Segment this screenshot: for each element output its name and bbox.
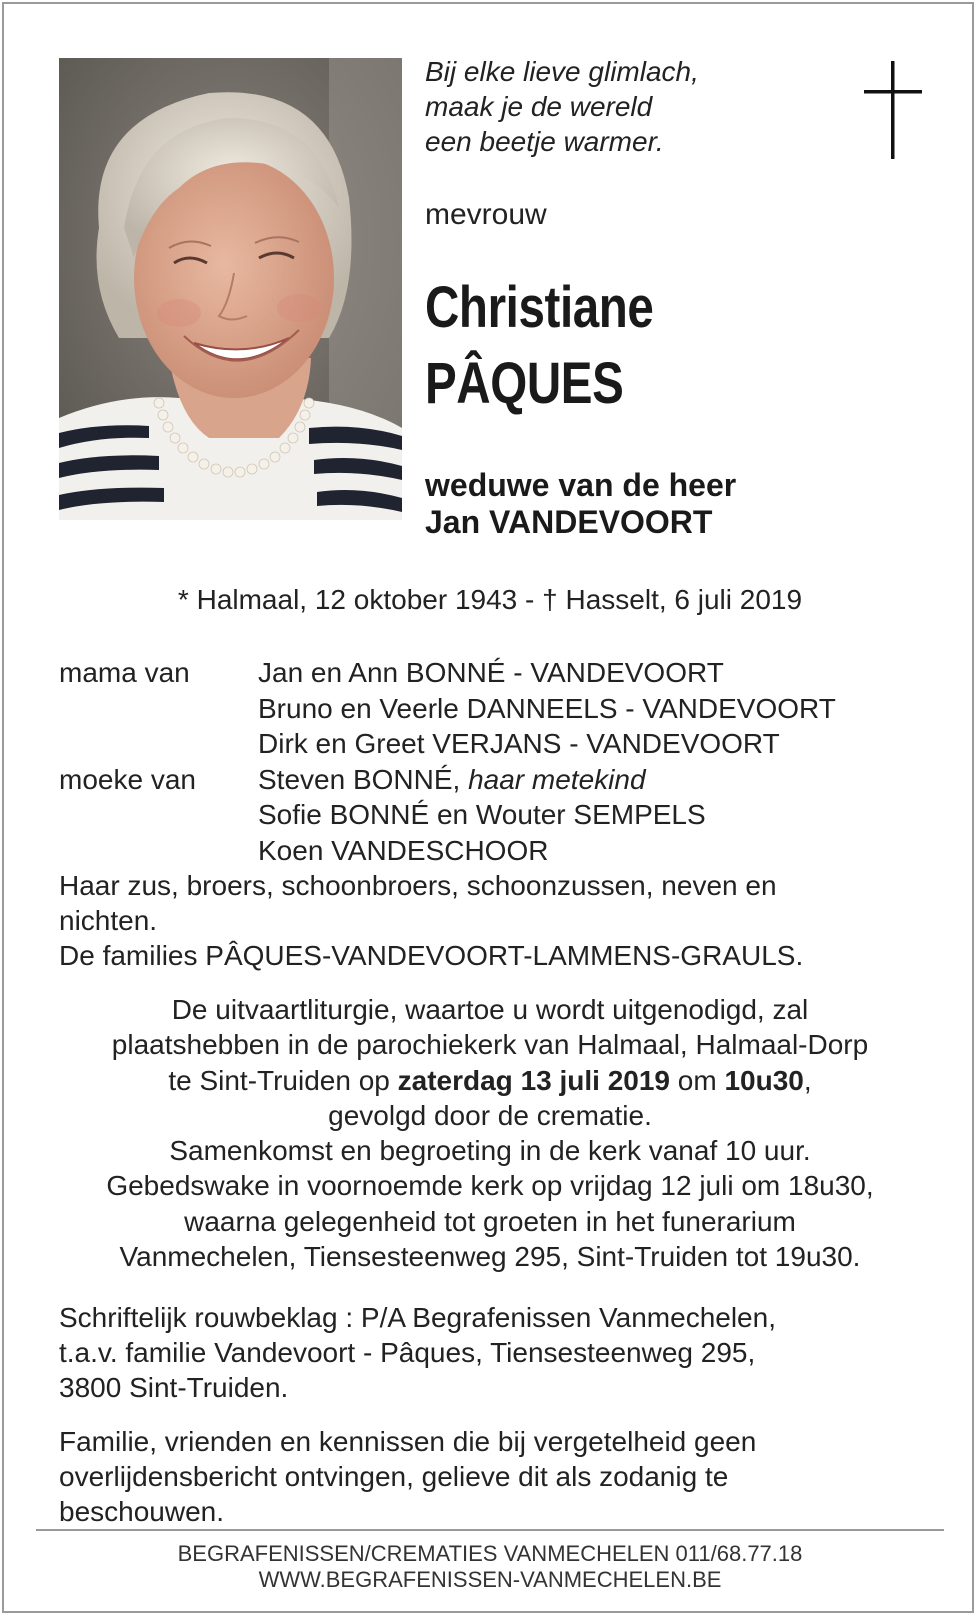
relation-value: Koen VANDESCHOOR: [258, 834, 549, 866]
extended-family: [59, 868, 939, 973]
quote-line: Bij elke lieve glimlach,: [425, 56, 699, 87]
service-date: zaterdag 13 juli 2019: [397, 1064, 670, 1096]
first-name: Christiane: [425, 275, 654, 340]
service-time: 10u30: [724, 1064, 804, 1096]
relation-value: Dirk en Greet VERJANS - VANDEVOORT: [258, 728, 780, 759]
relation-value: Sofie BONNÉ en Wouter SEMPELS: [258, 799, 706, 830]
birth-death-dates: * Halmaal, 12 oktober 1943 - † Hasselt, 6 juli 2019: [177, 584, 803, 615]
condolence-line: 3800 Sint-Truiden.: [59, 1372, 289, 1403]
family-line: De families PÂQUES-VANDEVOORT-LAMMENS-GRAULS.: [59, 940, 804, 971]
service-text: ,: [803, 1064, 812, 1096]
service-line: Gebedswake in voornoemde kerk op vrijdag 12 juli om 18u30,: [106, 1170, 874, 1202]
funeral-home-footer: [0, 1541, 980, 1593]
footer-divider: [36, 1529, 944, 1531]
last-name: PÂQUES: [425, 351, 624, 416]
relation-value: Bruno en Veerle DANNEELS - VANDEVOORT: [258, 692, 836, 724]
widow-line-1: weduwe van de heer: [425, 467, 737, 503]
relation-note: haar metekind: [468, 763, 646, 795]
quote-line: een beetje warmer.: [425, 126, 664, 157]
condolence-line: Schriftelijk rouwbeklag : P/A Begrafenissen Vanmechelen,: [59, 1302, 776, 1333]
widow-line-2: Jan VANDEVOORT: [425, 504, 713, 540]
portrait-photo: [59, 58, 402, 520]
quote-line: maak je de wereld: [425, 91, 653, 122]
service-line: Vanmechelen, Tiensesteenweg 295, Sint-Truiden tot 19u30.: [119, 1241, 861, 1273]
family-line: Haar zus, broers, schoonbroers, schoonzussen, neven en: [59, 870, 777, 901]
service-line: plaatshebben in de parochiekerk van Halmaal, Halmaal-Dorp: [111, 1029, 869, 1061]
notice-text: [59, 1424, 939, 1529]
condolence-address: [59, 1300, 939, 1405]
cross-icon: [864, 61, 922, 159]
deceased-name: [425, 270, 835, 422]
service-line: [20, 1063, 960, 1098]
notice-line: Familie, vrienden en kennissen die bij vergetelheid geen: [59, 1426, 757, 1457]
portrait-illustration: [59, 58, 402, 520]
service-line: Samenkomst en begroeting in de kerk vanaf 10 uur.: [169, 1135, 811, 1167]
family-line: nichten.: [59, 905, 158, 936]
relation-value: Jan en Ann BONNÉ - VANDEVOORT: [258, 657, 724, 688]
condolence-line: t.a.v. familie Vandevoort - Pâques, Tiensesteenweg 295,: [59, 1337, 756, 1368]
notice-line: beschouwen.: [59, 1496, 225, 1527]
relation-label: mama van: [59, 657, 190, 688]
relation-name: Steven BONNÉ,: [258, 763, 461, 795]
footer-line: BEGRAFENISSEN/CREMATIES VANMECHELEN 011/68.77.18: [177, 1541, 803, 1566]
service-line: waarna gelegenheid tot groeten in het funerarium: [184, 1205, 796, 1237]
widow-of: [425, 467, 736, 541]
service-line: gevolgd door de crematie.: [328, 1099, 652, 1131]
service-line: De uitvaartliturgie, waartoe u wordt uitgenodigd, zal: [171, 994, 809, 1025]
footer-website: WWW.BEGRAFENISSEN-VANMECHELEN.BE: [258, 1567, 722, 1592]
relation-value: [258, 762, 646, 798]
service-text: om: [670, 1064, 725, 1096]
funeral-service-details: [20, 992, 960, 1274]
relation-label: moeke van: [59, 763, 196, 795]
memorial-quote: [425, 54, 825, 159]
honorific: mevrouw: [425, 198, 547, 231]
notice-line: overlijdensbericht ontvingen, gelieve dit als zodanig te: [59, 1461, 729, 1492]
service-text: te Sint-Truiden op: [168, 1064, 398, 1096]
